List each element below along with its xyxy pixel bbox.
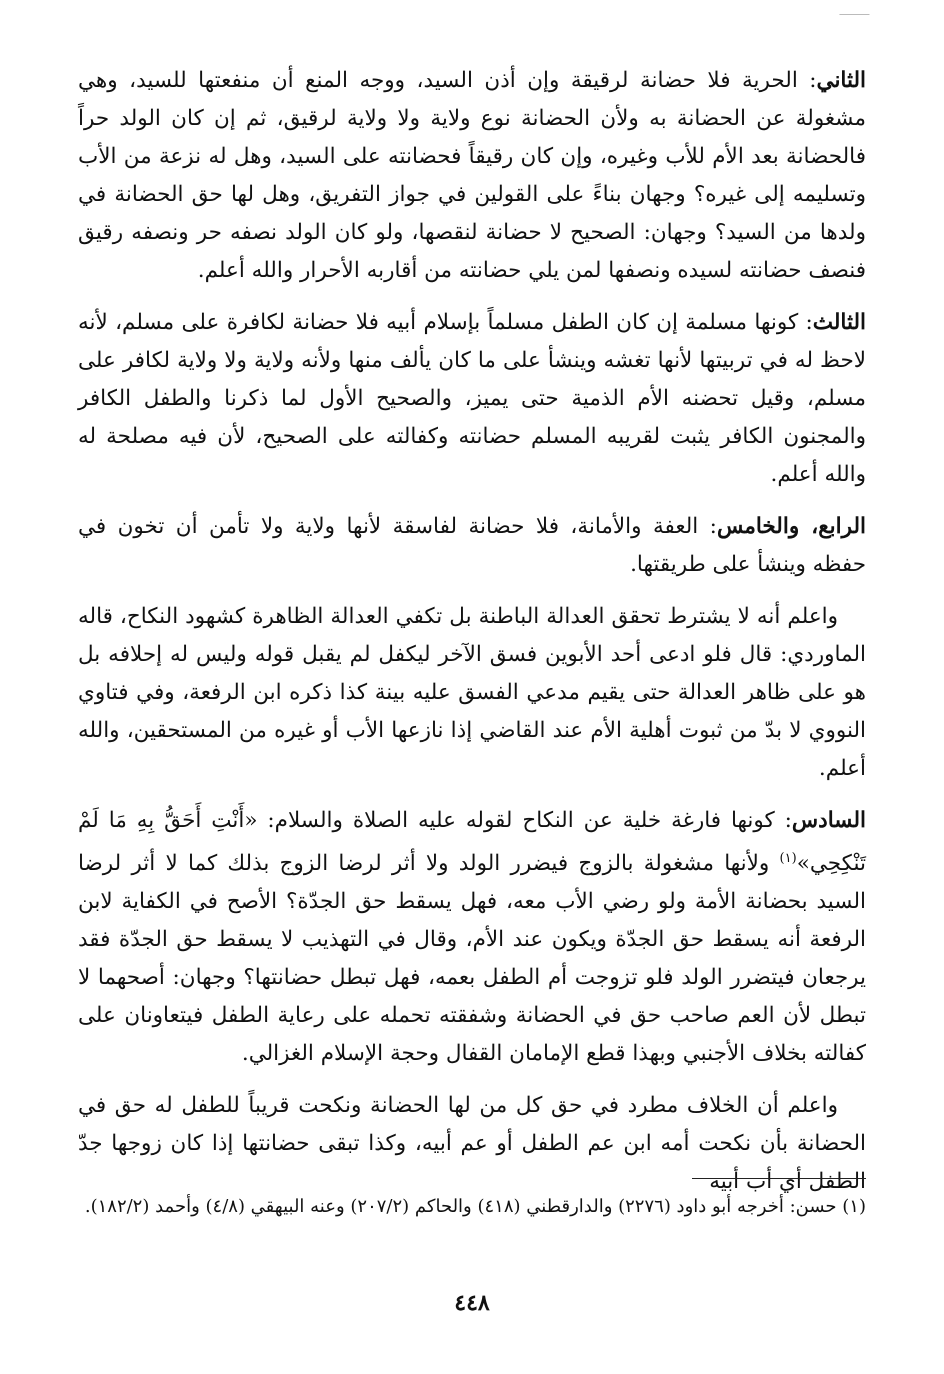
footnote-divider	[692, 1178, 866, 1179]
paragraph-text: : العفة والأمانة، فلا حضانة لفاسقة لأنها ولاية ولا تأمن أن تخون في حفظه وينشأ على طريقتها.	[78, 514, 866, 577]
paragraph-adalah	[78, 598, 866, 788]
paragraph-third	[78, 304, 866, 494]
footnote-reference: (١)	[779, 851, 797, 866]
paragraph-khilaf	[78, 1087, 866, 1201]
paragraph-lead: السادس	[791, 808, 866, 833]
paragraph-second	[78, 62, 866, 290]
paragraph-lead: الثاني	[816, 68, 866, 93]
paragraph-text: واعلم أنه لا يشترط تحقق العدالة الباطنة بل تكفي العدالة الظاهرة كشهود النكاح، قاله الماوردي: قال فلو ادعى أحد الأبوين فسق الآخر ليكفل لم يقبل قوله وليس له إحلافه بل هو على ظاهر العدالة حتى يقيم مدعي الفسق عليه بينة كذا ذكره ابن الرفعة، وفي فتاوي النووي لا بدّ من ثبوت أهلية الأم عند القاضي إذا نازعها الأب أو غيره من المستحقين، والله أعلم.	[78, 604, 866, 781]
paragraph-text: : كونها فارغة خلية عن النكاح لقوله عليه الصلاة والسلام: «أَنْتِ أَحَقُّ بِهِ مَا لَمْ تَنْكِحِي»	[78, 808, 866, 877]
page-number: ٤٤٨	[454, 1290, 490, 1316]
paragraph-text: : الحرية فلا حضانة لرقيقة وإن أذن السيد، ووجه المنع أن منفعتها للسيد، وهي مشغولة عن الحضانة به ولأن الحضانة نوع ولاية ولا ولاية لرقيق، ثم إن كان الولد حراً فالحضانة بعد الأم للأب وغيره، وإن كان رقيقاً فحضانته على السيد، وهل له نزعة من الأب وتسليمه إلى غيره؟ وجهان بناءً على القولين في جواز التفريق، وهل لها حق الحضانة في ولدها من السيد؟ وجهان: الصحيح لا حضانة لنقصها، ولو كان الولد نصفه حر ونصفه رقيق فنصف حضانته لسيده ونصفها لمن يلي حضانته من أقاربه الأحرار والله أعلم.	[78, 68, 866, 283]
corner-scan-mark	[839, 0, 874, 15]
paragraph-fourth-fifth	[78, 508, 866, 584]
paragraph-lead: الرابع، والخامس	[716, 514, 867, 539]
paragraph-text-continued: ولأنها مشغولة بالزوج فيضرر الولد ولا أثر لرضا الزوج بذلك كما لا أثر لرضا السيد بحضانة الأمة ولو رضي الأب معه، فهل يسقط حق الجدّة؟ الأصح في الكفاية لابن الرفعة أنه يسقط حق الجدّة ويكون عند الأم، وقال في التهذيب لا يسقط حق الجدّة فقد يرجعان فيتضرر الولد فلو تزوجت أم الطفل بعمه، فهل تبطل حضانتها؟ وجهان: أصحهما لا تبطل لأن العم صاحب حق في الحضانة وشفقته تحمله على رعاية الطفل فيتعاونان على كفالته بخلاف الأجنبي وبهذا قطع الإمامان القفال وحجة الإسلام الغزالي.	[78, 851, 866, 1067]
paragraph-sixth	[78, 802, 866, 1073]
paragraph-text: واعلم أن الخلاف مطرد في حق كل من لها الحضانة ونكحت قريباً للطفل له حق في الحضانة بأن نكحت أمه ابن عم الطفل أو عم أبيه، وكذا تبقى حضانتها إذا كان زوجها جدّ الطفل أي أب أبيه	[78, 1093, 866, 1195]
footnote: (١) حسن: أخرجه أبو داود (٢٢٧٦) والدارقطني (٤١٨) والحاكم (٢٠٧/٢) وعنه البيهقي (٤/٨) وأحمد (١٨٢/٢).	[84, 1196, 866, 1217]
paragraph-text: : كونها مسلمة إن كان الطفل مسلماً بإسلام أبيه فلا حضانة لكافرة على مسلم، لأنه لاحظ له في تربيتها لأنها تغشه وينشأ على ما كان يألف منها ولأنه ولاية ولا ولاية لكافر على مسلم، وقيل تحضنه الأم الذمية حتى يميز، والصحيح الأول لما ذكرنا والطفل الكافر والمجنون الكافر يثبت لقريبه المسلم حضانته وكفالته على الصحيح، لأن فيه مصلحة له والله أعلم.	[78, 310, 866, 487]
main-text	[78, 62, 866, 1215]
paragraph-lead: الثالث	[812, 310, 866, 335]
